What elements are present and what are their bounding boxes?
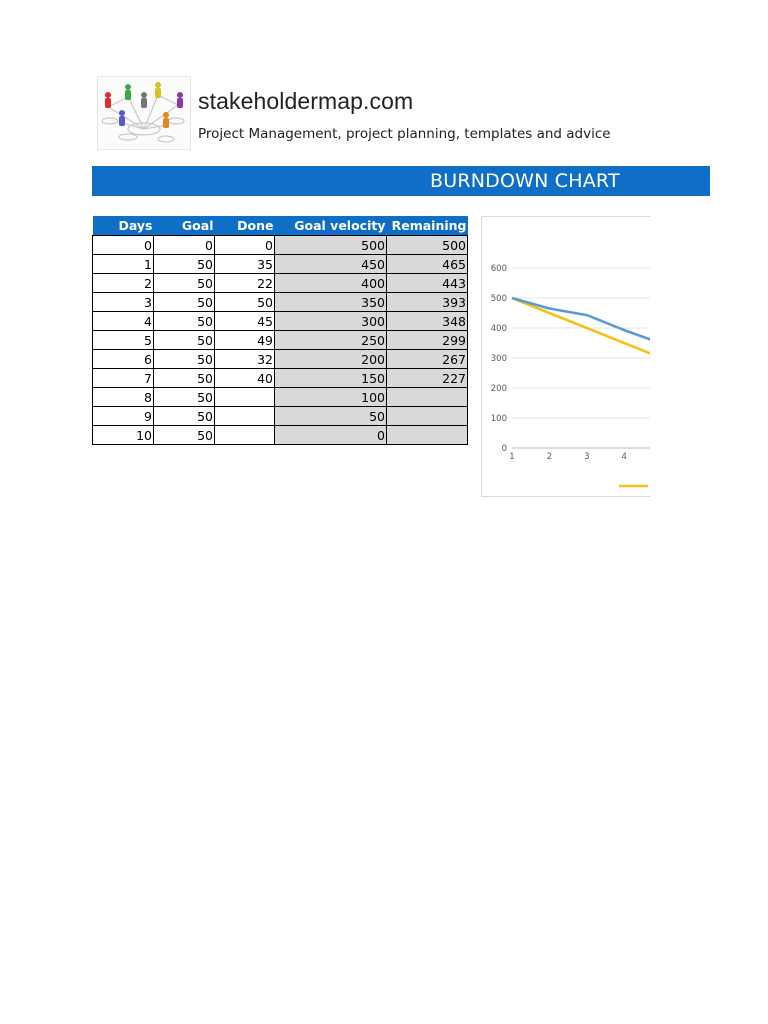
cell-done[interactable]: 45	[215, 312, 275, 331]
cell-goal-velocity[interactable]: 300	[275, 312, 387, 331]
cell-remaining[interactable]: 465	[387, 255, 468, 274]
cell-remaining[interactable]: 393	[387, 293, 468, 312]
cell-goal-velocity[interactable]: 250	[275, 331, 387, 350]
cell-goal[interactable]: 50	[154, 426, 215, 445]
cell-done[interactable]: 35	[215, 255, 275, 274]
cell-goal-velocity[interactable]: 200	[275, 350, 387, 369]
cell-goal[interactable]: 50	[154, 312, 215, 331]
cell-goal[interactable]: 50	[154, 388, 215, 407]
cell-goal-velocity[interactable]: 350	[275, 293, 387, 312]
cell-goal[interactable]: 50	[154, 369, 215, 388]
cell-goal-velocity[interactable]: 0	[275, 426, 387, 445]
cell-goal[interactable]: 50	[154, 293, 215, 312]
y-tick-label: 100	[490, 414, 507, 424]
banner-title: BURNDOWN CHART	[430, 170, 620, 192]
cell-days[interactable]: 1	[93, 255, 154, 274]
table-row	[93, 407, 468, 426]
table-row	[93, 274, 468, 293]
table-row	[93, 255, 468, 274]
cell-remaining[interactable]: 443	[387, 274, 468, 293]
table-row	[93, 369, 468, 388]
cell-days[interactable]: 5	[93, 331, 154, 350]
cell-done[interactable]: 32	[215, 350, 275, 369]
cell-goal[interactable]: 50	[154, 407, 215, 426]
cell-remaining[interactable]: 500	[387, 236, 468, 255]
column-header-done: Done	[215, 216, 275, 236]
site-title: stakeholdermap.com	[198, 88, 414, 114]
cell-goal[interactable]: 0	[154, 236, 215, 255]
cell-done[interactable]	[215, 407, 275, 426]
people-network-icon	[98, 77, 190, 149]
cell-remaining[interactable]: 267	[387, 350, 468, 369]
column-header-remaining: Remaining	[387, 216, 468, 236]
cell-remaining[interactable]: 348	[387, 312, 468, 331]
cell-goal-velocity[interactable]: 400	[275, 274, 387, 293]
cell-days[interactable]: 9	[93, 407, 154, 426]
cell-done[interactable]	[215, 388, 275, 407]
burndown-chart-svg	[482, 217, 650, 496]
site-subtitle: Project Management, project planning, templates and advice	[198, 126, 611, 142]
cell-remaining[interactable]	[387, 388, 468, 407]
table-row	[93, 312, 468, 331]
cell-done[interactable]: 0	[215, 236, 275, 255]
x-tick-label: 3	[584, 452, 590, 462]
column-header-days: Days	[93, 216, 154, 236]
table-row	[93, 331, 468, 350]
cell-goal[interactable]: 50	[154, 350, 215, 369]
table-row	[93, 350, 468, 369]
table-row	[93, 293, 468, 312]
y-tick-label: 300	[490, 354, 507, 364]
column-header-goal: Goal	[154, 216, 215, 236]
cell-days[interactable]: 6	[93, 350, 154, 369]
y-tick-label: 200	[490, 384, 507, 394]
cell-done[interactable]: 49	[215, 331, 275, 350]
cell-goal[interactable]: 50	[154, 255, 215, 274]
cell-done[interactable]: 50	[215, 293, 275, 312]
table-header-row	[93, 216, 468, 236]
cell-goal[interactable]: 50	[154, 274, 215, 293]
cell-goal-velocity[interactable]: 450	[275, 255, 387, 274]
x-tick-label: 4	[621, 452, 627, 462]
cell-done[interactable]: 40	[215, 369, 275, 388]
cell-goal-velocity[interactable]: 500	[275, 236, 387, 255]
cell-days[interactable]: 2	[93, 274, 154, 293]
burndown-table	[92, 216, 468, 445]
y-tick-label: 500	[490, 294, 507, 304]
cell-days[interactable]: 4	[93, 312, 154, 331]
cell-goal-velocity[interactable]: 100	[275, 388, 387, 407]
cell-remaining[interactable]: 299	[387, 331, 468, 350]
y-tick-label: 600	[490, 264, 507, 274]
cell-goal[interactable]: 50	[154, 331, 215, 350]
cell-remaining[interactable]: 227	[387, 369, 468, 388]
series-line-2	[512, 298, 650, 448]
x-tick-label: 1	[509, 452, 515, 462]
cell-days[interactable]: 0	[93, 236, 154, 255]
burndown-chart	[481, 216, 650, 497]
cell-remaining[interactable]	[387, 426, 468, 445]
cell-days[interactable]: 10	[93, 426, 154, 445]
cell-goal-velocity[interactable]: 50	[275, 407, 387, 426]
x-tick-label: 2	[546, 452, 553, 462]
series-line-1	[512, 298, 650, 380]
column-header-goal-velocity: Goal velocity	[275, 216, 387, 236]
table-row	[93, 236, 468, 255]
y-tick-label: 0	[501, 444, 507, 454]
cell-days[interactable]: 8	[93, 388, 154, 407]
cell-goal-velocity[interactable]: 150	[275, 369, 387, 388]
cell-done[interactable]	[215, 426, 275, 445]
table-row	[93, 426, 468, 445]
cell-days[interactable]: 3	[93, 293, 154, 312]
table-row	[93, 388, 468, 407]
y-tick-label: 400	[490, 324, 507, 334]
cell-remaining[interactable]	[387, 407, 468, 426]
stakeholder-map-logo	[97, 76, 191, 150]
cell-days[interactable]: 7	[93, 369, 154, 388]
cell-done[interactable]: 22	[215, 274, 275, 293]
